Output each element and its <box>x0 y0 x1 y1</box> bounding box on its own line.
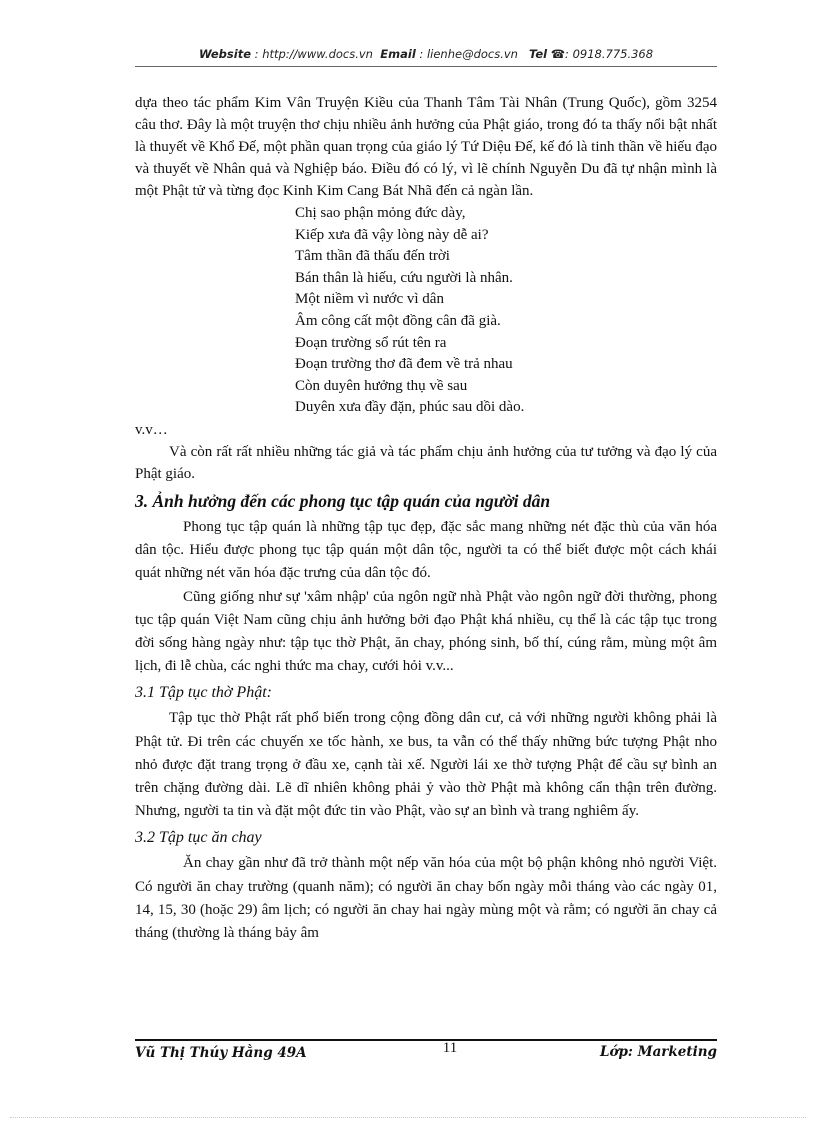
poem-line: Đoạn trường sổ rút tên ra <box>295 334 447 351</box>
poem-block <box>295 203 717 419</box>
poem-line: Âm công cất một đồng cân đã già. <box>295 312 501 329</box>
paragraph-buddha-worship: Tập tục thờ Phật rất phổ biến trong cộng đồng dân cư, cả với những người không phải là Phật tử. Đi trên các chuyến xe tốc hành, xe bus, ta vẫn có thể thấy những bức tượng Phật nho nhỏ được đặt trang trọng ở đầu xe, cạnh tài xế. Người lái xe thờ tượng Phật để cầu sự bình an trên chặng đường dài. Lẽ dĩ nhiên không phải ỷ vào thờ Phật mà không cẩn thận trên đường. Nhưng, người ta tin và đặt một đức tin vào Phật, vào sự an bình và trang nghiêm ấy. <box>135 710 717 820</box>
email-label: Email <box>380 47 416 61</box>
footer-divider <box>135 1039 717 1041</box>
etc-line: v.v… <box>135 421 168 438</box>
tel-label: Tel <box>528 47 548 61</box>
website-value: : http://www.docs.vn <box>254 47 373 61</box>
poem-line: Bán thân là hiếu, cứu người là nhân. <box>295 269 513 286</box>
paragraph-kieu: dựa theo tác phẩm Kim Vân Truyện Kiều của Thanh Tâm Tài Nhân (Trung Quốc), gồm 3254 câu thơ. Đây là một truyện thơ chịu nhiều ảnh hưởng của Phật giáo, trong đó ta thấy nổi bật nhất là thuyết về Khổ Đế, một phần quan trọng của giáo lý Tứ Diệu Đế, kế đó là tinh thần về hiếu đạo và thuyết về Nhân quả và Nghiệp báo. Điều đó có lý, vì lẽ chính Nguyễn Du đã tự nhận mình là một Phật tử và từng đọc Kinh Kim Cang Bát Nhã đến cả ngàn lần. <box>135 95 717 199</box>
poem-line: Kiếp xưa đã vậy lòng này dễ ai? <box>295 226 489 243</box>
poem-line: Còn duyên hưởng thụ về sau <box>295 377 468 394</box>
website-label: Website <box>198 47 252 61</box>
email-value: : lienhe@docs.vn <box>419 47 518 61</box>
page-bottom-border <box>10 1117 806 1118</box>
footer-class: Lớp: Marketing <box>600 1044 717 1060</box>
header-divider <box>135 66 717 67</box>
phone-icon: ☎ <box>550 47 566 61</box>
section-heading-3-2: 3.2 Tập tục ăn chay <box>135 829 262 847</box>
tel-value: : 0918.775.368 <box>565 47 654 61</box>
footer-author: Vũ Thị Thúy Hằng 49A <box>135 1045 307 1061</box>
poem-line: Tâm thần đã thấu đến trời <box>295 248 450 265</box>
page-header <box>135 47 717 61</box>
section-heading-3-1: 3.1 Tập tục thờ Phật: <box>135 684 272 702</box>
paragraph-vietnam-customs: Cũng giống như sự 'xâm nhập' của ngôn ngữ nhà Phật vào ngôn ngữ đời thường, phong tục tập quán Việt Nam cũng chịu ảnh hưởng bởi đạo Phật khá nhiều, cụ thể là các tập tục trong đời sống hàng ngày như: tập tục thờ Phật, ăn chay, phóng sinh, bố thí, cúng rằm, mùng một âm lịch, đi lễ chùa, các nghi thức ma chay, cưới hỏi v.v... <box>135 588 717 675</box>
poem-line: Một niềm vì nước vì dân <box>295 291 444 308</box>
paragraph-customs: Phong tục tập quán là những tập tục đẹp, đặc sắc mang những nét đặc thù của văn hóa dân tộc. Hiểu được phong tục tập quán một dân tộc, người ta có thể biết được một cách khái quát những nét văn hóa đặc trưng của dân tộc đó. <box>135 518 717 582</box>
section-heading-3: 3. Ảnh hưởng đến các phong tục tập quán của người dân <box>135 490 551 511</box>
paragraph-vegetarian: Ăn chay gần như đã trở thành một nếp văn hóa của một bộ phận không nhỏ người Việt. Có người ăn chay trường (quanh năm); có người ăn chay bốn ngày mỗi tháng vào các ngày 01, 14, 15, 30 (hoặc 29) âm lịch; có người ăn chay hai ngày mùng một và rằm; có người ăn chay cả tháng (thường là tháng bảy âm <box>135 855 717 941</box>
poem-line: Duyên xưa đầy đặn, phúc sau dồi dào. <box>295 399 525 416</box>
paragraph-influence: Và còn rất rất nhiều những tác giả và tác phẩm chịu ảnh hưởng của tư tưởng và đạo lý của Phật giáo. <box>135 443 717 482</box>
poem-line: Đoạn trường thơ đã đem về trả nhau <box>295 356 513 373</box>
document-body <box>135 92 717 945</box>
poem-line: Chị sao phận mỏng đức dày, <box>295 205 466 221</box>
page-number: 11 <box>442 1040 458 1056</box>
